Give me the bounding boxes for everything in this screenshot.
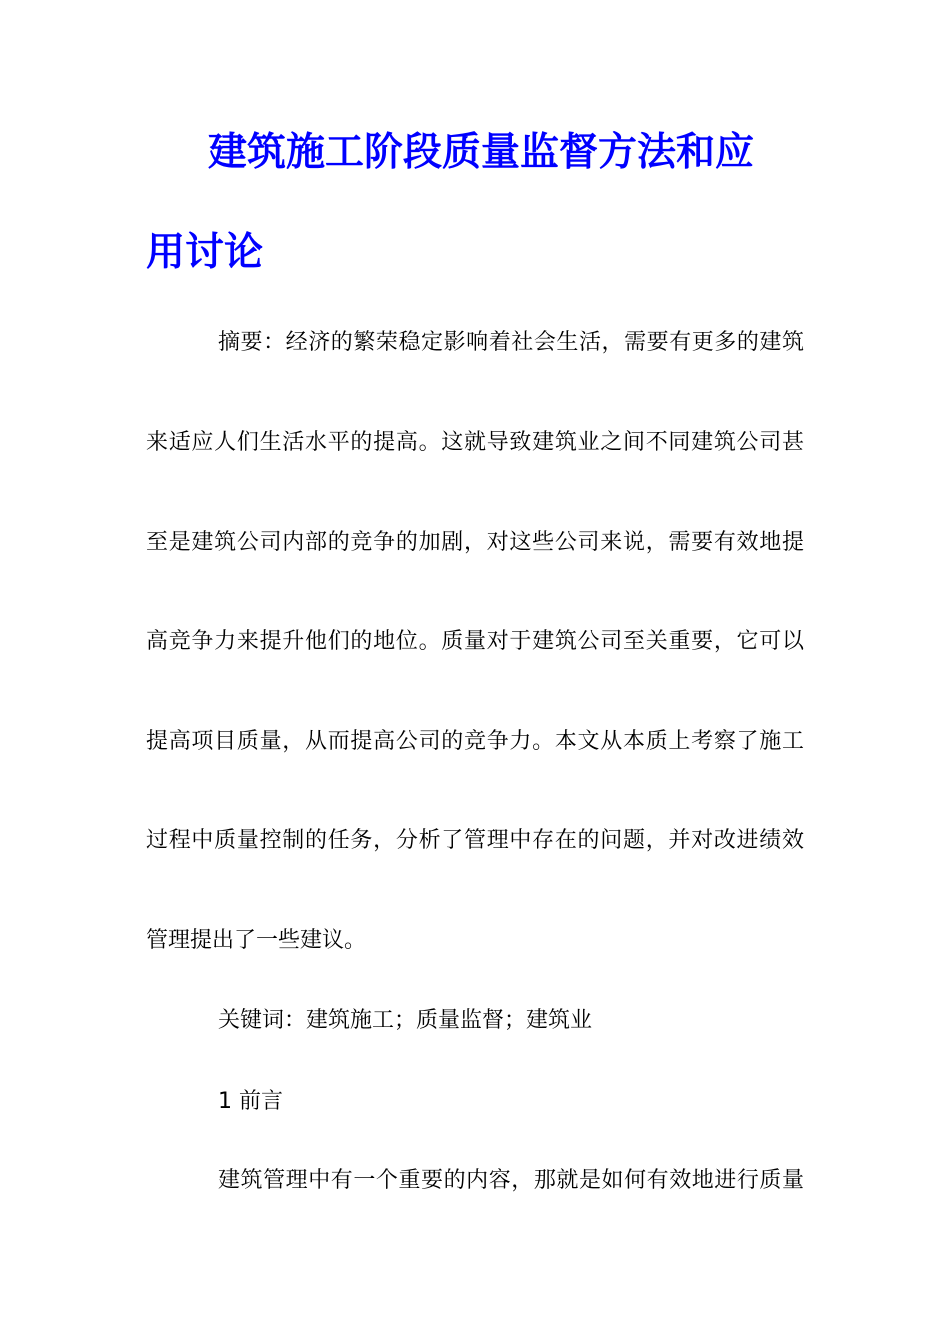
abstract-line: 至是建筑公司内部的竞争的加剧，对这些公司来说，需要有效地提 (146, 530, 804, 555)
document-title-line-2: 用讨论 (146, 229, 264, 275)
keywords-line: 关键词：建筑施工；质量监督；建筑业 (218, 1008, 593, 1033)
abstract-line: 高竞争力来提升他们的地位。质量对于建筑公司至关重要，它可以 (146, 629, 804, 654)
abstract-line: 管理提出了一些建议。 (146, 928, 367, 953)
body-paragraph-line: 建筑管理中有一个重要的内容，那就是如何有效地进行质量 (218, 1168, 804, 1193)
section-heading: 1 前言 (218, 1089, 283, 1114)
abstract-line: 来适应人们生活水平的提高。这就导致建筑业之间不同建筑公司甚 (146, 430, 804, 455)
abstract-line: 过程中质量控制的任务，分析了管理中存在的问题，并对改进绩效 (146, 828, 804, 853)
abstract-line: 提高项目质量，从而提高公司的竞争力。本文从本质上考察了施工 (146, 729, 804, 754)
abstract-line: 摘要：经济的繁荣稳定影响着社会生活，需要有更多的建筑 (218, 330, 804, 355)
document-title-line-1: 建筑施工阶段质量监督方法和应 (208, 129, 755, 175)
